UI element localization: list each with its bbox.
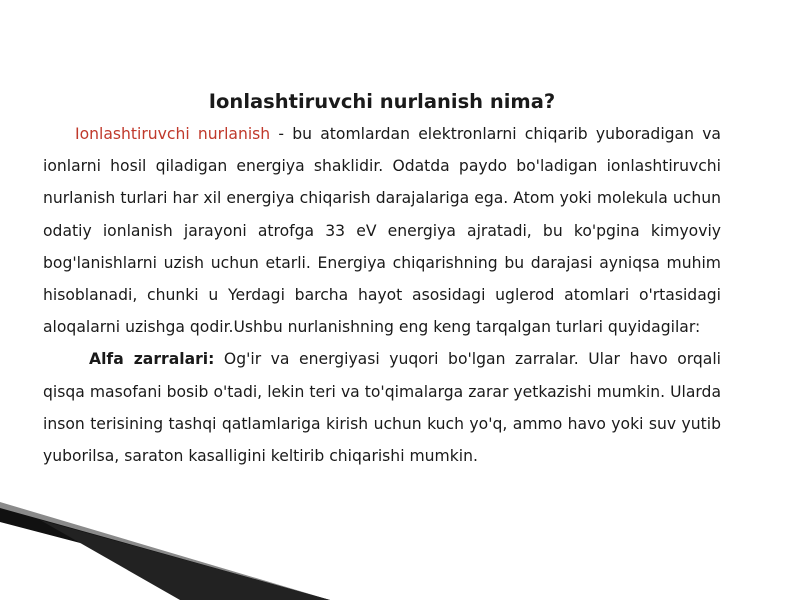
- decorative-swoosh: [0, 500, 800, 600]
- paragraph-alpha-particles: [43, 343, 721, 472]
- paragraph-alpha-text: Og'ir va energiyasi yuqori bo'lgan zarralar. Ular havo orqali qisqa masofani bosib o'tadi, lekin teri va to'qimalarga zarar yetkazishi mumkin. Ularda inson terisining tashqi qatlamlariga kirish uchun kuch yo'q, ammo havo yoki suv yutib yuborilsa, saraton kasalligini keltirib chiqarishi mumkin.: [43, 350, 722, 466]
- paragraph-definition-text: - bu atomlardan elektronlarni chiqarib yuboradigan va ionlarni hosil qiladigan energiya shaklidir. Odatda paydo bo'ladigan ionlashtiruvchi nurlanish turlari har xil energiya chiqarish darajalariga ega. Atom yoki molekula uchun odatiy ionlanish jarayoni atrofga 33 eV energiya ajratadi, bu ko'pgina kimyoviy bog'lanishlarni uzish uchun etarli. Energiya chiqarishning bu darajasi ayniqsa muhim hisoblanadi, chunki u Yerdagi barcha hayot asosidagi uglerod atomlari o'rtasidagi aloqalarni uzishga qodir.Ushbu nurlanishning eng keng tarqalgan turlari quyidagilar:: [43, 125, 721, 337]
- swoosh-dark-wedge: [40, 520, 330, 600]
- slide-content: [43, 86, 721, 472]
- alpha-particles-term: Alfa zarralari:: [89, 350, 215, 369]
- highlighted-term: Ionlashtiruvchi nurlanish: [75, 125, 271, 143]
- slide-title: Ionlashtiruvchi nurlanish nima?: [208, 90, 556, 113]
- paragraph-definition: [43, 118, 721, 343]
